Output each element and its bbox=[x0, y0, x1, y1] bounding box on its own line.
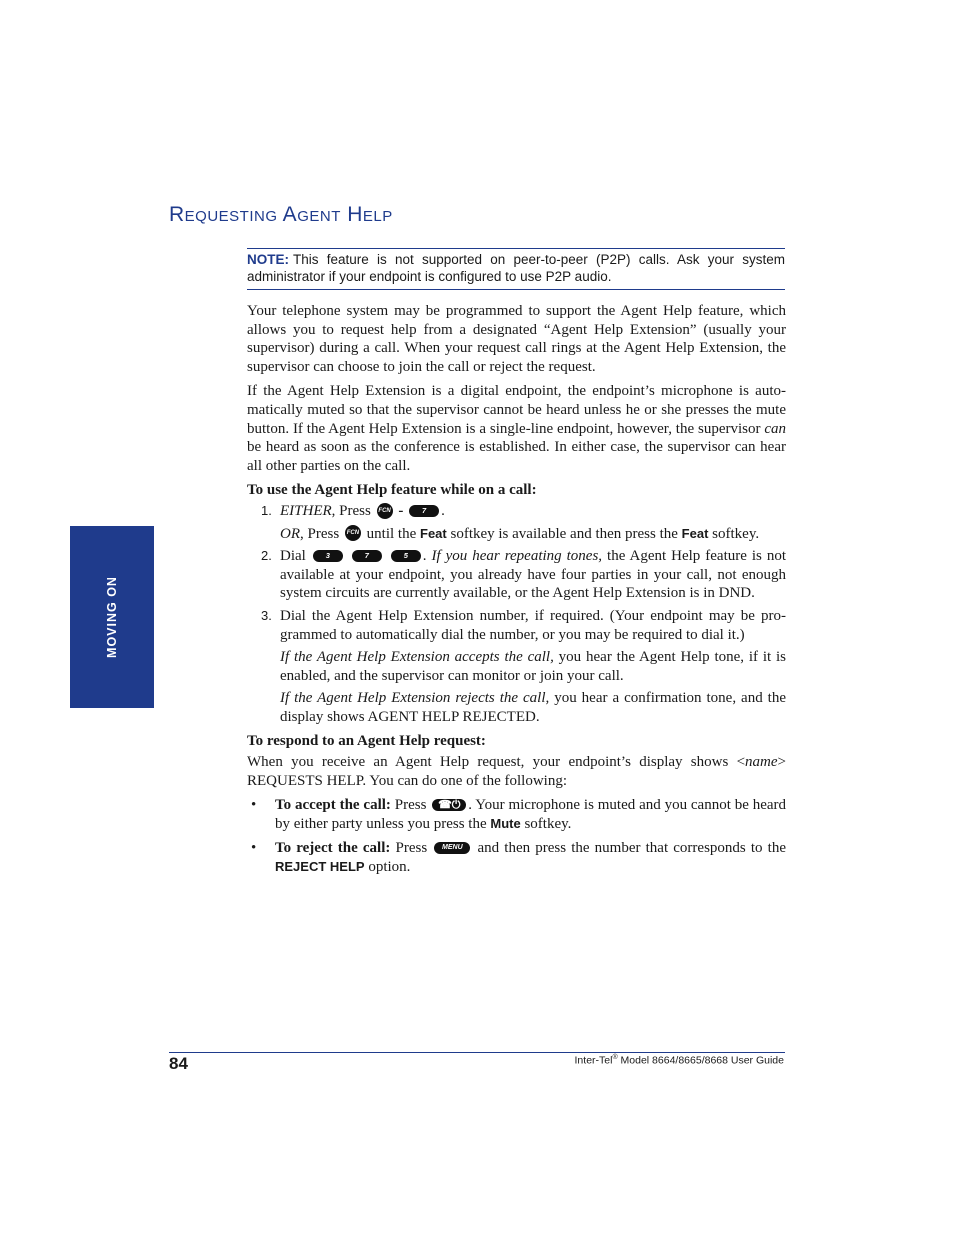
step-1-either bbox=[280, 502, 786, 521]
respond-heading: To respond to an Agent Help request: bbox=[247, 733, 486, 750]
reject-label: To reject the call: bbox=[275, 840, 391, 857]
press-text: , Press bbox=[331, 502, 375, 519]
until-text: until the bbox=[362, 525, 420, 542]
either-word: EITHER bbox=[280, 502, 332, 519]
endpoint-paragraph bbox=[247, 382, 786, 475]
mute-softkey-label: Mute bbox=[490, 815, 521, 831]
intro-paragraph: Your telephone system may be programmed to support the Agent Help feature, which allows you to request help from a designated “Agent Help Extension” (usually your supervisor) during a call. When your request call rings at the Agent Help Extension, the supervisor can choose to join the call or reject the request. bbox=[247, 303, 786, 375]
period: . bbox=[441, 502, 445, 519]
step-1 bbox=[247, 502, 786, 543]
respond-options bbox=[247, 796, 786, 876]
footer-divider bbox=[169, 1052, 785, 1053]
repeating-tones-text: If you hear repeating tones, bbox=[426, 548, 603, 565]
respond-intro-b: > REQUESTS HELP. You can do one of the following: bbox=[247, 754, 786, 789]
press-text: , Press bbox=[300, 525, 343, 542]
use-heading: To use the Agent Help feature while on a call: bbox=[247, 482, 537, 499]
registered-mark: ® bbox=[612, 1054, 618, 1061]
feat-softkey-label: Feat bbox=[681, 525, 709, 541]
feat-softkey-label: Feat bbox=[420, 525, 447, 541]
step-2 bbox=[247, 547, 786, 603]
respond-intro-name: name bbox=[745, 754, 778, 771]
or-word: OR bbox=[280, 525, 300, 542]
note-text: This feature is not supported on peer-to-peer (P2P) calls. Ask your system administrator if your endpoint is configured to use P2P audio. bbox=[247, 252, 785, 284]
endpoint-paragraph-b: be heard as soon as the conference is established. In either case, the supervisor can hear all other parties on the call. bbox=[247, 439, 786, 474]
footer-guide: Model 8664/8665/8668 User Guide bbox=[617, 1054, 784, 1067]
step-3-accept bbox=[280, 648, 786, 685]
note-box bbox=[247, 248, 785, 290]
footer-brand: Inter-Tel bbox=[574, 1054, 613, 1067]
side-tab bbox=[70, 526, 154, 708]
fcn-key-icon: FCN bbox=[345, 525, 361, 541]
accept-rest: you hear the Agent Help tone, if it is enabled, and the supervisor can monitor or join your call. bbox=[280, 649, 787, 684]
three-key-icon: 3 bbox=[313, 550, 343, 562]
step-number: 1. bbox=[261, 502, 272, 518]
accept-option bbox=[247, 796, 786, 833]
reject-italic: If the Agent Help Extension rejects the call, bbox=[280, 690, 550, 707]
use-steps bbox=[247, 502, 786, 727]
reject-rest: and then press the number that corresponds to the bbox=[472, 840, 787, 857]
softkey-text: softkey is available and then press the bbox=[446, 525, 682, 542]
step-3-reject bbox=[280, 689, 786, 726]
step-2-rest: the Agent Help feature is not available at your endpoint, you already have four parties in your call, not enough system circuits are currently available, or the Agent Help Extension is in DND. bbox=[280, 548, 787, 602]
step-number: 2. bbox=[261, 548, 272, 564]
reject-help-label: REJECT HELP bbox=[275, 859, 365, 875]
reject-option bbox=[247, 839, 786, 876]
dash: - bbox=[394, 502, 408, 519]
step-number: 3. bbox=[261, 607, 272, 623]
accept-rest: . Your microphone is muted and you cannot be heard by either party unless you press the bbox=[275, 797, 787, 832]
respond-intro-a: When you receive an Agent Help request, your endpoint’s display shows < bbox=[247, 754, 746, 771]
accept-label: To accept the call: bbox=[275, 797, 391, 814]
seven-key-icon: 7 bbox=[409, 505, 439, 517]
bullet-icon: • bbox=[251, 797, 257, 814]
fcn-key-icon: FCN bbox=[377, 503, 393, 519]
step-1-or bbox=[280, 525, 786, 544]
note-label: NOTE: bbox=[247, 252, 289, 267]
softkey-end-text: softkey. bbox=[708, 525, 760, 542]
respond-intro bbox=[247, 753, 786, 790]
press-text: Press bbox=[390, 797, 431, 814]
page-number: 84 bbox=[169, 1054, 188, 1073]
seven-key-icon: 7 bbox=[352, 550, 382, 562]
speaker-phone-icon: ☎⏻ bbox=[432, 799, 466, 811]
footer-guide-title bbox=[575, 1054, 784, 1067]
accept-italic: If the Agent Help Extension accepts the call, bbox=[280, 649, 554, 666]
step-3-main: Dial the Agent Help Extension number, if required. (Your endpoint may be pro-grammed to automatically dial the number, or you may be required to dial it.) bbox=[280, 607, 786, 643]
bullet-icon: • bbox=[251, 840, 257, 857]
endpoint-paragraph-a: If the Agent Help Extension is a digital endpoint, the endpoint’s microphone is auto-matically muted so that the supervisor cannot be heard unless he or she presses the mute button. If the Agent Help Extension is a single-line endpoint, however, the supervisor bbox=[247, 383, 786, 437]
reject-rest: you hear a confirmation tone, and the display shows AGENT HELP REJECTED. bbox=[280, 690, 786, 725]
five-key-icon: 5 bbox=[391, 550, 421, 562]
side-tab-label: MOVING ON bbox=[105, 576, 119, 658]
main-content bbox=[247, 302, 786, 883]
reject-end: option. bbox=[364, 859, 411, 876]
press-text: Press bbox=[390, 840, 433, 857]
endpoint-paragraph-can: can bbox=[764, 420, 786, 437]
accept-end: softkey. bbox=[520, 815, 572, 832]
menu-key-icon: MENU bbox=[434, 842, 470, 854]
period: . bbox=[422, 548, 427, 565]
page-title: Requesting Agent Help bbox=[169, 203, 393, 226]
step-3 bbox=[247, 607, 786, 727]
dial-text: Dial bbox=[280, 548, 311, 565]
